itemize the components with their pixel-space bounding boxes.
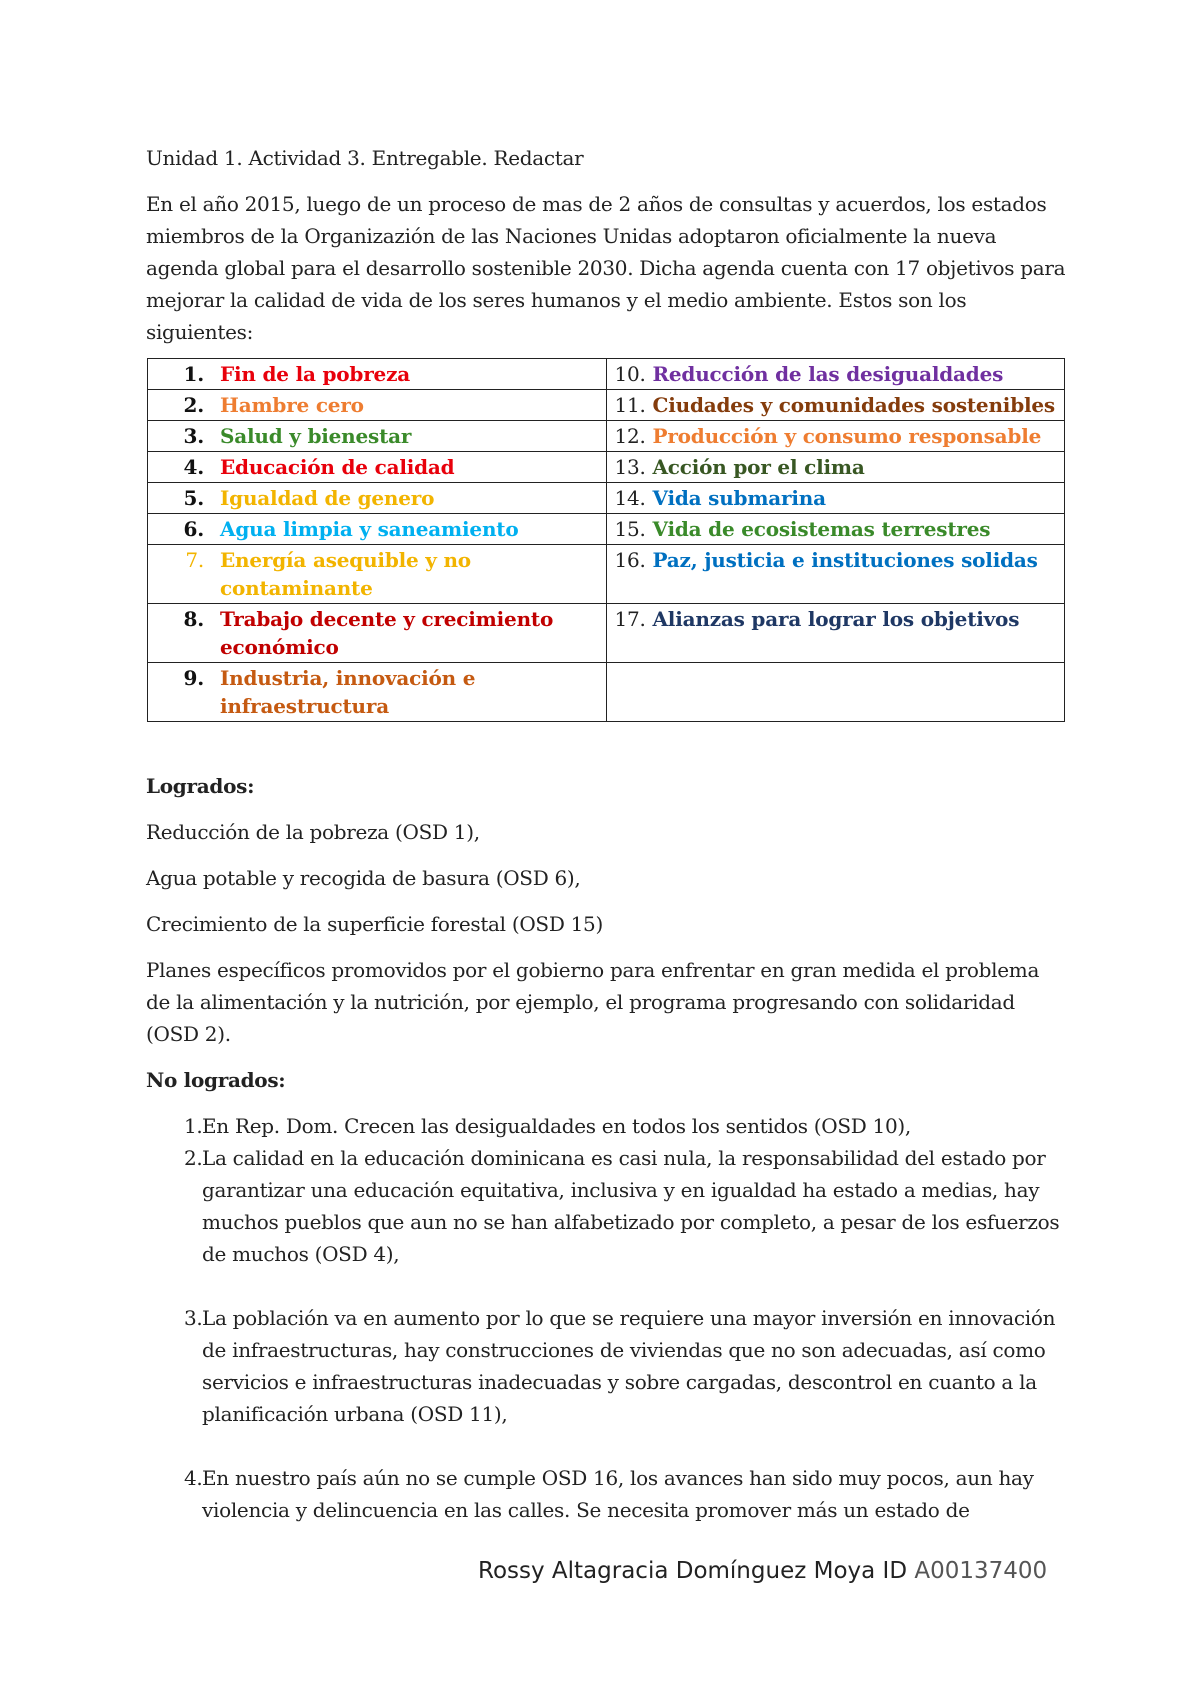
table-cell-right	[606, 545, 1065, 604]
goal-label: Paz, justicia e instituciones solidas	[652, 548, 1038, 572]
table-row	[148, 514, 1065, 545]
logrados-item: Agua potable y recogida de basura (OSD 6),	[146, 866, 581, 890]
goal-label: Educación de calidad	[220, 455, 455, 479]
goal-entry	[156, 453, 606, 481]
table-row	[148, 452, 1065, 483]
no-logrados-list	[146, 1110, 1066, 1526]
table-row	[148, 483, 1065, 514]
table-cell-left	[148, 514, 607, 545]
goal-label: Trabajo decente y crecimiento económico	[220, 607, 554, 659]
sdg-table-body	[148, 359, 1065, 722]
list-item-text: La calidad en la educación dominicana es casi nula, la responsabilidad del estado por garantizar una educación equitativa, inclusiva y en igualdad ha estado a medias, hay muchos pueblos que aun no se han alfabetizado por completo, a pesar de los esfuerzos de muchos (OSD 4),	[202, 1146, 1060, 1266]
goal-label: Fin de la pobreza	[220, 362, 410, 386]
logrados-item: Reducción de la pobreza (OSD 1),	[146, 820, 480, 844]
goal-label: Agua limpia y saneamiento	[220, 517, 519, 541]
table-cell-right	[606, 452, 1065, 483]
table-cell-left	[148, 483, 607, 514]
table-cell-right	[606, 390, 1065, 421]
table-cell-left	[148, 452, 607, 483]
goal-label: Hambre cero	[220, 393, 364, 417]
table-row	[148, 390, 1065, 421]
goal-label: Salud y bienestar	[220, 424, 412, 448]
goal-number: 17.	[614, 607, 646, 631]
table-row	[148, 359, 1065, 390]
list-item-number: 1.	[184, 1114, 203, 1138]
goal-number: 3.	[183, 424, 204, 448]
table-cell-right	[606, 421, 1065, 452]
table-row	[148, 421, 1065, 452]
goal-entry	[156, 546, 606, 602]
list-item	[146, 1110, 1066, 1142]
goal-number: 16.	[614, 548, 646, 572]
list-item-text: La población va en aumento por lo que se requiere una mayor inversión en innovación de infraestructuras, hay construcciones de viviendas que no son adecuadas, así como servicios e infraestructuras inadecuadas y sobre cargadas, descontrol en cuanto a la planificación urbana (OSD 11),	[202, 1306, 1056, 1426]
goal-number: 5.	[183, 486, 204, 510]
table-cell-left	[148, 545, 607, 604]
list-item	[146, 1142, 1066, 1270]
logrados-paragraph: Planes específicos promovidos por el gobierno para enfrentar en gran medida el problema de la alimentación y la nutrición, por ejemplo, el programa progresando con solidaridad (OSD 2).	[146, 958, 1040, 1046]
goal-label: Industria, innovación e infraestructura	[220, 666, 476, 718]
table-cell-left	[148, 663, 607, 722]
goal-entry	[156, 391, 606, 419]
goal-label: Alianzas para lograr los objetivos	[652, 607, 1020, 631]
goal-entry	[156, 484, 606, 512]
goal-label: Vida submarina	[652, 486, 826, 510]
table-cell-left	[148, 390, 607, 421]
footer-author	[478, 1556, 1078, 1586]
goal-number: 6.	[183, 517, 204, 541]
list-item	[146, 1302, 1066, 1430]
table-cell-right	[606, 514, 1065, 545]
author-name: Rossy Altagracia Domínguez Moya ID	[478, 1558, 908, 1584]
goal-label: Ciudades y comunidades sostenibles	[652, 393, 1055, 417]
table-cell-left	[148, 604, 607, 663]
goal-entry	[156, 515, 606, 543]
goal-number: 12.	[614, 424, 646, 448]
goal-number: 8.	[183, 607, 204, 631]
table-row	[148, 545, 1065, 604]
no-logrados-title: No logrados:	[146, 1068, 286, 1092]
goal-number: 13.	[614, 455, 646, 479]
list-item	[146, 1462, 1066, 1526]
goal-number: 10.	[614, 362, 646, 386]
goal-label: Vida de ecosistemas terrestres	[652, 517, 991, 541]
table-cell-right	[606, 359, 1065, 390]
goal-number: 2.	[183, 393, 204, 417]
author-id: A00137400	[914, 1558, 1048, 1584]
table-cell-right	[606, 663, 1065, 722]
goal-label: Acción por el clima	[652, 455, 865, 479]
document-body	[146, 142, 1066, 1526]
table-cell-right	[606, 483, 1065, 514]
goal-number: 15.	[614, 517, 646, 541]
list-item-text: En nuestro país aún no se cumple OSD 16, los avances han sido muy pocos, aun hay violencia y delincuencia en las calles. Se necesita promover más un estado de	[202, 1466, 1034, 1522]
table-cell-right	[606, 604, 1065, 663]
intro-paragraph: En el año 2015, luego de un proceso de mas de 2 años de consultas y acuerdos, los estados miembros de la Organizazión de las Naciones Unidas adoptaron oficialmente la nueva agenda global para el desarrollo sostenible 2030. Dicha agenda cuenta con 17 objetivos para mejorar la calidad de vida de los seres humanos y el medio ambiente. Estos son los siguientes:	[146, 192, 1066, 344]
list-item-number: 4.	[184, 1466, 203, 1490]
goal-label: Producción y consumo responsable	[652, 424, 1042, 448]
logrados-title: Logrados:	[146, 774, 255, 798]
table-cell-left	[148, 421, 607, 452]
list-item-number: 2.	[184, 1146, 203, 1170]
goal-number: 14.	[614, 486, 646, 510]
document-heading: Unidad 1. Actividad 3. Entregable. Redactar	[146, 146, 584, 170]
goal-number: 11.	[614, 393, 646, 417]
goal-entry	[156, 605, 606, 661]
goal-number: 1.	[183, 362, 204, 386]
sdg-table	[147, 358, 1065, 722]
logrados-item: Crecimiento de la superficie forestal (OSD 15)	[146, 912, 603, 936]
goal-entry	[156, 422, 606, 450]
goal-entry	[156, 360, 606, 388]
table-cell-left	[148, 359, 607, 390]
goal-entry	[156, 664, 606, 720]
goal-label: Energía asequible y no contaminante	[220, 548, 471, 600]
table-row	[148, 663, 1065, 722]
list-item-text: En Rep. Dom. Crecen las desigualdades en todos los sentidos (OSD 10),	[202, 1114, 911, 1138]
goal-number: 9.	[183, 666, 204, 690]
goal-label: Igualdad de genero	[220, 486, 435, 510]
goal-number: 4.	[183, 455, 204, 479]
goal-number: 7.	[185, 548, 204, 572]
list-item-number: 3.	[184, 1306, 203, 1330]
goal-label: Reducción de las desigualdades	[652, 362, 1004, 386]
table-row	[148, 604, 1065, 663]
